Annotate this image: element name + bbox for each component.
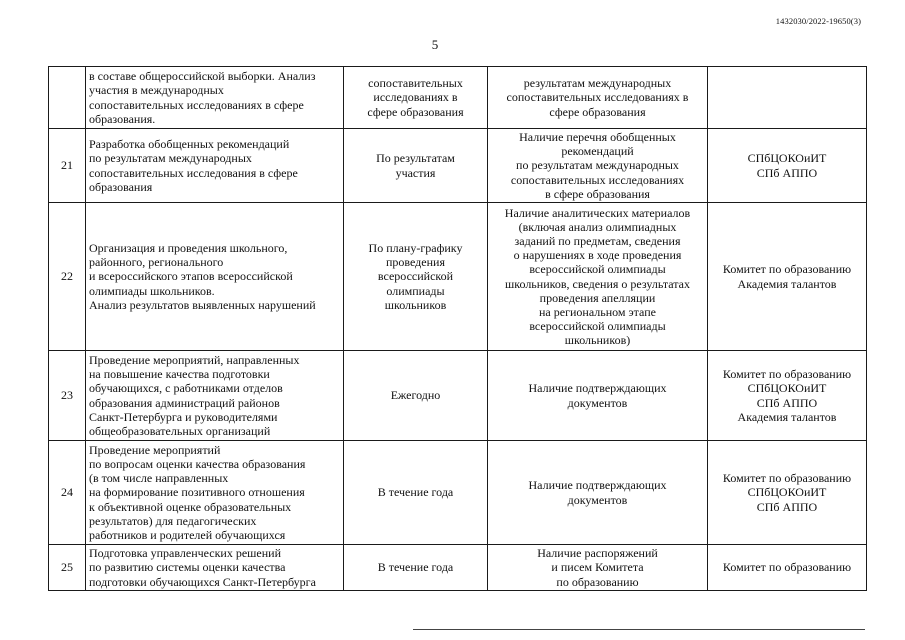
page-number: 5 (431, 37, 439, 52)
activity-cell: Проведение мероприятий по вопросам оценки качества образования (в том числе направленных на формирование позитивного отношения к объективной оценке образовательных результатов) для педагогических работников и родителей обучающихся (86, 441, 344, 545)
table-row (49, 67, 867, 129)
term-cell: В течение года (344, 441, 488, 545)
result-cell: Наличие подтверждающих документов (488, 441, 708, 545)
responsible-cell: Комитет по образованию Академия талантов (708, 203, 867, 351)
row-number: 23 (49, 351, 86, 441)
measures-table (48, 66, 867, 591)
page-bottom-rule (413, 629, 865, 630)
activity-cell: Организация и проведения школьного, районного, регионального и всероссийского этапов всероссийской олимпиады школьников. Анализ результатов выявленных нарушений (86, 203, 344, 351)
result-cell: Наличие распоряжений и писем Комитета по образованию (488, 545, 708, 591)
responsible-cell: Комитет по образованию (708, 545, 867, 591)
table-row (49, 545, 867, 591)
result-cell: Наличие перечня обобщенных рекомендаций по результатам международных сопоставительных исследованиях в сфере образования (488, 129, 708, 203)
row-number: 21 (49, 129, 86, 203)
table-row (49, 351, 867, 441)
row-number: 24 (49, 441, 86, 545)
row-number (49, 67, 86, 129)
responsible-cell (708, 67, 867, 129)
term-cell: сопоставительных исследованиях в сфере образования (344, 67, 488, 129)
responsible-cell: СПбЦОКОиИТ СПб АППО (708, 129, 867, 203)
term-cell: В течение года (344, 545, 488, 591)
document-id: 1432030/2022-19650(3) (775, 16, 861, 26)
result-cell: Наличие аналитических материалов (включая анализ олимпиадных заданий по предметам, сведения о нарушениях в ходе проведения всероссийской олимпиады школьников, сведения о результатах проведения апелляции на региональном этапе всероссийской олимпиады школьников) (488, 203, 708, 351)
row-number: 25 (49, 545, 86, 591)
result-cell: результатам международных сопоставительных исследованиях в сфере образования (488, 67, 708, 129)
responsible-cell: Комитет по образованию СПбЦОКОиИТ СПб АППО (708, 441, 867, 545)
table-row (49, 129, 867, 203)
term-cell: По результатам участия (344, 129, 488, 203)
table-row (49, 203, 867, 351)
term-cell: Ежегодно (344, 351, 488, 441)
result-cell: Наличие подтверждающих документов (488, 351, 708, 441)
row-number: 22 (49, 203, 86, 351)
activity-cell: Подготовка управленческих решений по развитию системы оценки качества подготовки обучающихся Санкт-Петербурга (86, 545, 344, 591)
responsible-cell: Комитет по образованию СПбЦОКОиИТ СПб АППО Академия талантов (708, 351, 867, 441)
activity-cell: Проведение мероприятий, направленных на повышение качества подготовки обучающихся, с работниками отделов образования администраций районов Санкт-Петербурга и руководителями общеобразовательных организаций (86, 351, 344, 441)
activity-cell: в составе общероссийской выборки. Анализ участия в международных сопоставительных исследованиях в сфере образования. (86, 67, 344, 129)
activity-cell: Разработка обобщенных рекомендаций по результатам международных сопоставительных исследования в сфере образования (86, 129, 344, 203)
term-cell: По плану-графику проведения всероссийской олимпиады школьников (344, 203, 488, 351)
table-row (49, 441, 867, 545)
